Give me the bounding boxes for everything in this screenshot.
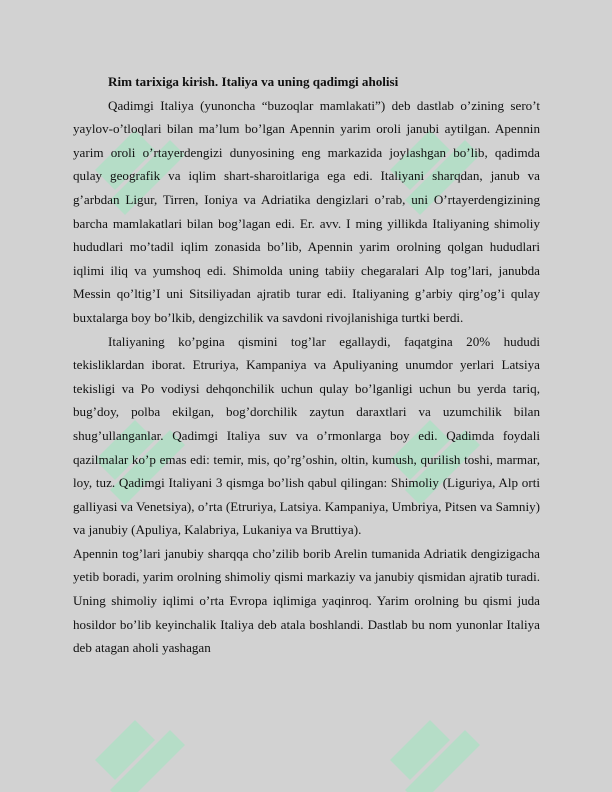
paragraph-2: Italiyaning ko’pgina qismini tog’lar egallaydi, faqatgina 20% hududi tekisliklardan iborat. Etruriya, Kampaniya va Apuliyaning unumdor yerlari Latsiya tekisligi va Po vodiysi dehqonchilik uchun qulay bo’lganligi uchun bu yerda tariq, bug’doy, polba ekilgan, bog’dorchilik zaytun daraxtlari va uzumchilik bilan shug’ullanganlar. Qadimgi Italiya suv va o’rmonlarga boy edi. Qadimda foydali qazilmalar ko’p emas edi: temir, mis, qo’rg’oshin, oltin, kumush, qurilish toshi, marmar, loy, tuz. Qadimgi Italiyani 3 qismga bo’lish qabul qilingan: Shimoliy (Liguriya, Alp orti galliyasi va Venetsiya), o’rta (Etruriya, Latsiya. Kampaniya, Umbriya, Pitsen va Samniy) va janubiy (Apuliya, Kalabriya, Lukaniya va Bruttiya). bbox=[73, 333, 541, 538]
paragraph-1: Qadimgi Italiya (yunoncha “buzoqlar mamlakati”) deb dastlab o’zining sero’t yaylov-o’tloqlari bilan ma’lum bo’lgan Apennin yarim oroli janubi aytilgan. Apennin yarim oroli o’rtayerdengizi dunyosining eng markazida joylashgan bo’lib, qadimda qulay geografik va iqlim shart-sharoitlariga ega edi. Italiyani sharqdan, janub va g’arbdan Ligur, Tirren, Ioniya va Adriatika dengizlari o’rab, uni O’rtayerdengizining barcha mamlakatlari bilan bog’lagan edi. Er. avv. I ming yillikda Italiyaning shimoliy hududlari mo’tadil iqlim zonasida bo’lib, Apennin yarim orolning qolgan hududlari iqlimi iliq va yumshoq edi. Shimolda uning tabiiy chegaralari Alp tog’lari, janubda Messin qo’ltig’I uni Sitsiliyadan ajratib turar edi. Italiyaning g’arbiy qirg’og’i qulay buxtalarga boy bo’lkib, dengizchilik va savdoni rivojlanishiga turtki berdi. bbox=[73, 97, 540, 325]
document-body bbox=[73, 70, 540, 660]
section-title: Rim tarixiga kirish. Italiya va uning qadimgi aholisi bbox=[108, 74, 399, 89]
paragraph-3: Apennin tog’lari janubiy sharqqa cho’zilib borib Arelin tumanida Adriatik dengizigacha yetib boradi, yarim orolning shimoliy qismi markaziy va janubiy qismidan ajratib turadi. Uning shimoliy iqlimi o’rta Evropa iqlimiga yaqinroq. Yarim orolning bu qismi juda hosildor bo’lib keyinchalik Italiya deb atala boshlandi. Dastlab bu nom yunonlar Italiya deb atagan aholi yashagan bbox=[73, 545, 540, 656]
